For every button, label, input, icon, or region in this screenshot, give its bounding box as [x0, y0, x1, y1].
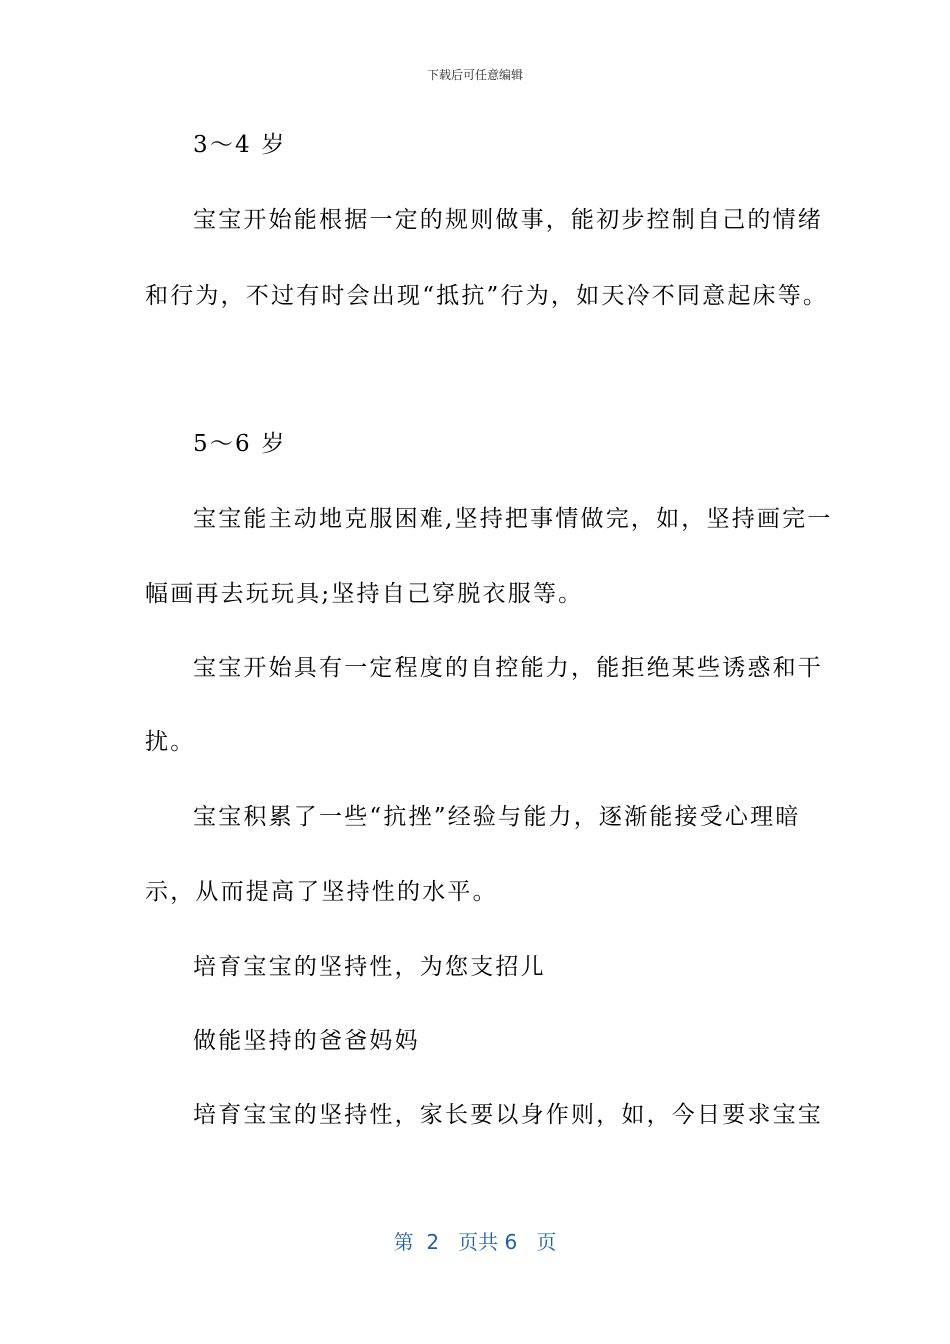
paragraph-line: 示，从而提高了坚持性的水平。: [145, 879, 498, 905]
section-heading-age-5-6: 5～6 岁: [193, 431, 287, 457]
paragraph-line: 宝宝开始具有一定程度的自控能力，能拒绝某些诱惑和干: [193, 655, 823, 681]
paragraph-line: 宝宝开始能根据一定的规则做事，能初步控制自己的情绪: [193, 207, 823, 233]
subheading-parents: 做能坚持的爸爸妈妈: [193, 1028, 420, 1054]
subheading-tips: 培育宝宝的坚持性，为您支招儿: [193, 954, 546, 980]
paragraph-line: 和行为，不过有时会出现“抵抗”行为，如天冷不同意起床等。: [145, 283, 829, 309]
page-number-footer: 第 2 页共 6 页: [393, 1230, 557, 1254]
section-heading-age-3-4: 3～4 岁: [193, 132, 287, 158]
paragraph-line: 宝宝积累了一些“抗挫”经验与能力，逐渐能接受心理暗: [193, 804, 801, 830]
paragraph-line: 幅画再去玩玩具;坚持自己穿脱衣服等。: [145, 581, 584, 607]
paragraph-line: 培育宝宝的坚持性，家长要以身作则，如，今日要求宝宝: [193, 1102, 823, 1128]
header-note: 下载后可任意编辑: [426, 68, 523, 82]
paragraph-line: 宝宝能主动地克服困难,坚持把事情做完，如，坚持画完一: [193, 506, 833, 532]
paragraph-line: 扰。: [145, 729, 196, 755]
